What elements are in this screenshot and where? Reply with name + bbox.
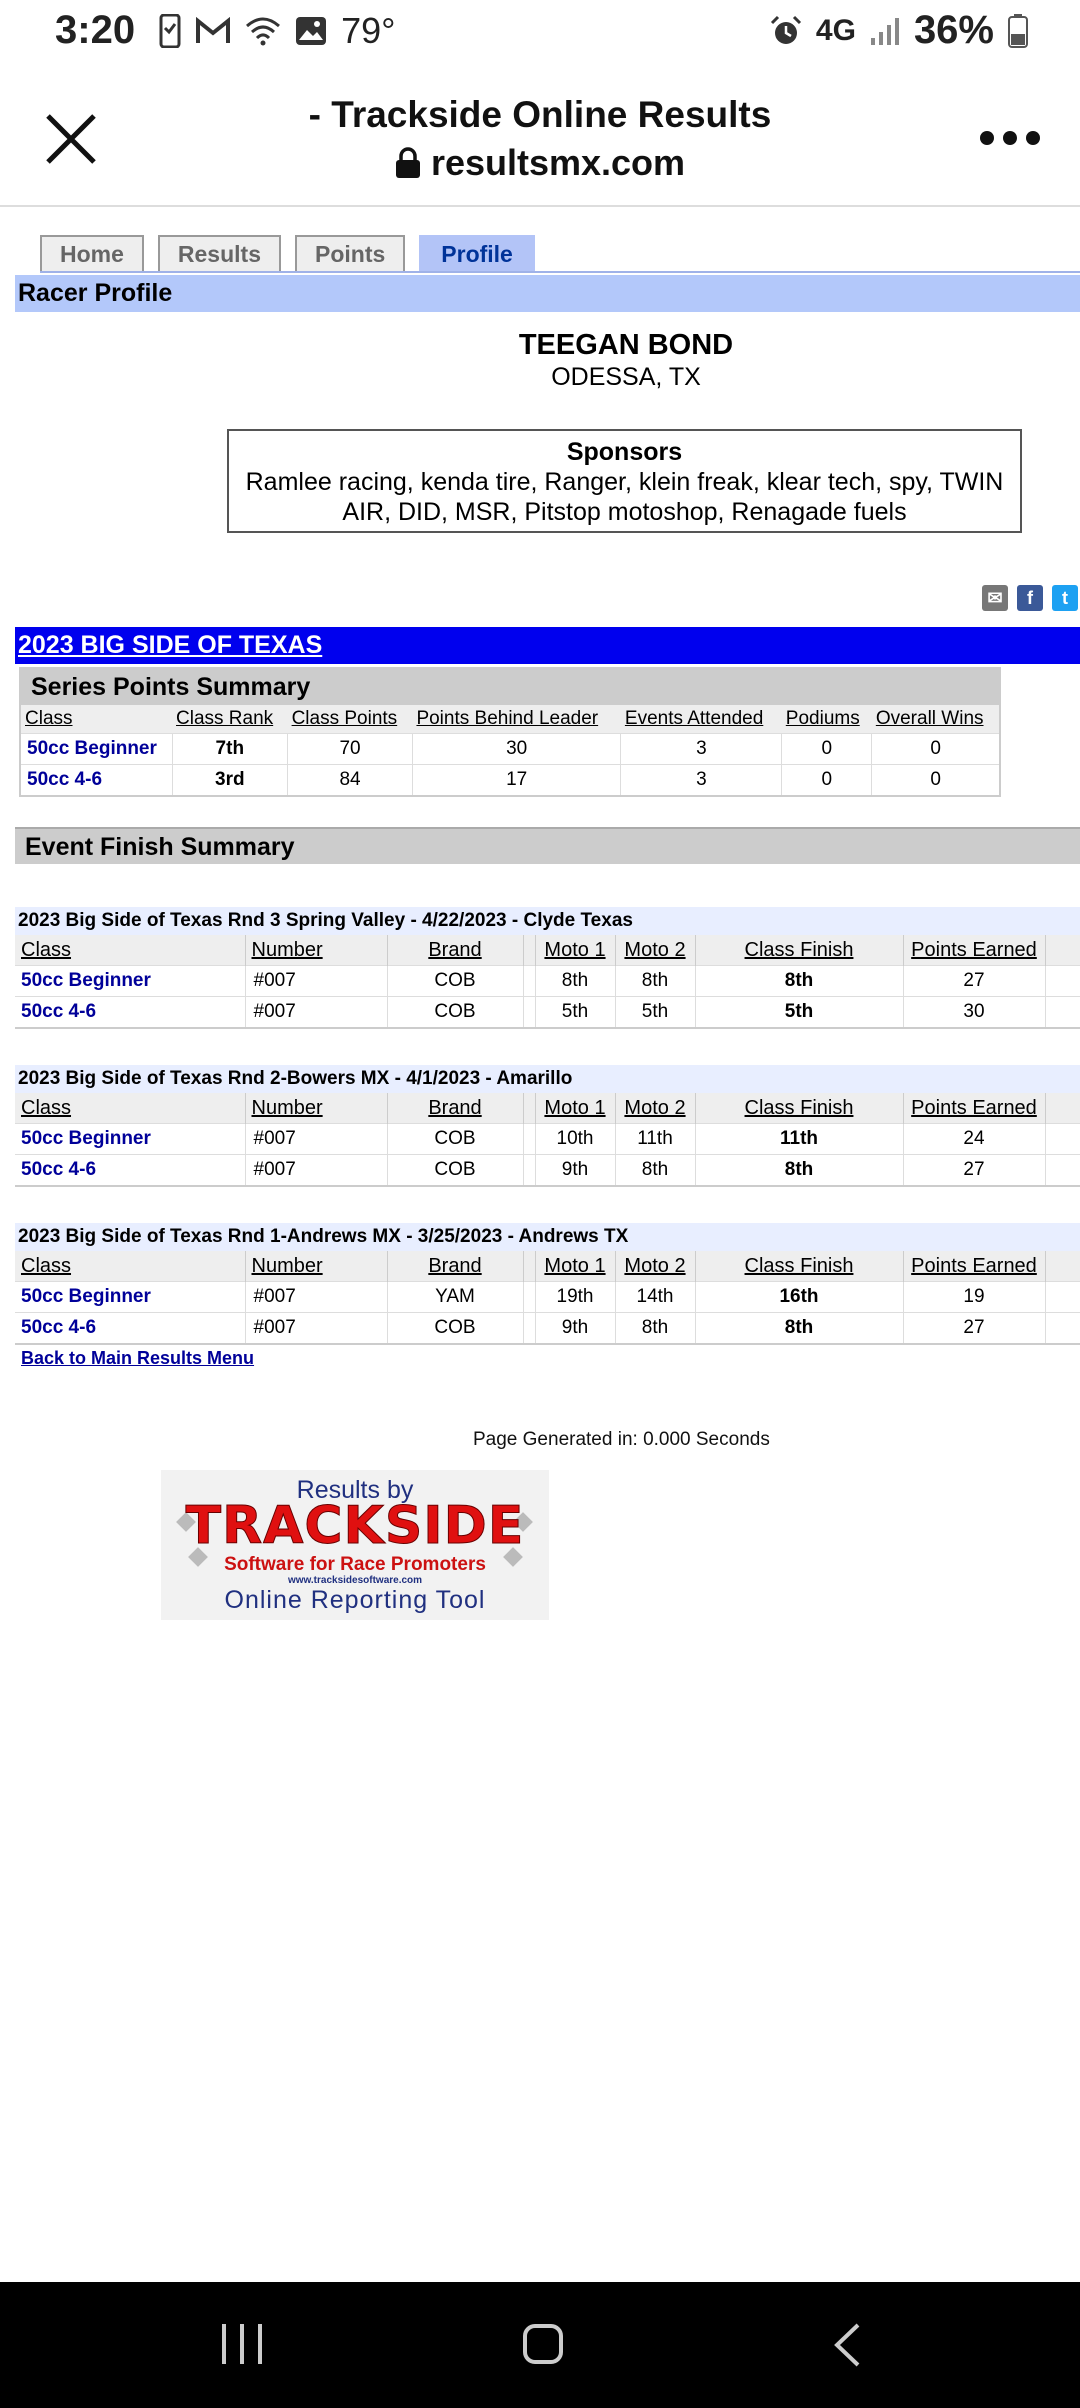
column-header[interactable]: Brand <box>387 1093 523 1124</box>
tab-home[interactable]: Home <box>40 235 144 271</box>
class-link[interactable]: 50cc 4-6 <box>21 765 172 796</box>
page-title: - Trackside Online Results <box>308 94 772 135</box>
class-link[interactable]: 50cc Beginner <box>15 966 245 997</box>
column-header[interactable]: Moto 1 <box>535 1093 615 1124</box>
racer-location: ODESSA, TX <box>551 363 701 391</box>
tab-profile[interactable]: Profile <box>419 235 535 271</box>
series-title-link[interactable]: 2023 BIG SIDE OF TEXAS <box>18 631 323 659</box>
lock-icon <box>395 146 421 188</box>
moto1-result: 9th <box>535 1155 615 1187</box>
racer-number: #007 <box>245 1313 387 1345</box>
brand: COB <box>387 1313 523 1345</box>
table-row <box>15 997 1080 1029</box>
column-header[interactable]: Overall Wins <box>872 705 999 734</box>
url-bar[interactable] <box>0 142 1080 188</box>
series-summary-title: Series Points Summary <box>21 669 999 705</box>
recent-apps-icon <box>222 2324 226 2364</box>
column-header[interactable]: Points Earned <box>903 1093 1045 1124</box>
column-spacer <box>523 935 535 966</box>
column-spacer <box>1045 1093 1080 1124</box>
points-earned: 27 <box>903 1313 1045 1345</box>
column-header[interactable]: Number <box>245 1093 387 1124</box>
sponsors-box <box>227 429 1022 533</box>
class-finish: 8th <box>695 1155 903 1187</box>
back-button[interactable] <box>832 2322 862 2373</box>
tab-results[interactable]: Results <box>158 235 281 271</box>
column-header[interactable]: Number <box>245 935 387 966</box>
moto2-result: 8th <box>615 1155 695 1187</box>
column-header[interactable]: Class <box>15 935 245 966</box>
class-points: 84 <box>288 765 413 796</box>
points-behind-leader: 17 <box>412 765 620 796</box>
status-temperature: 79° <box>341 9 396 51</box>
column-header[interactable]: Moto 1 <box>535 1251 615 1282</box>
column-header[interactable]: Points Behind Leader <box>412 705 620 734</box>
column-header[interactable]: Moto 1 <box>535 935 615 966</box>
share-buttons <box>982 585 1078 611</box>
spacer-cell <box>523 997 535 1029</box>
more-options-button[interactable] <box>980 128 1040 148</box>
class-rank: 7th <box>172 734 288 765</box>
moto2-result: 5th <box>615 997 695 1029</box>
tab-divider <box>40 271 1080 273</box>
signal-icon <box>870 16 900 46</box>
brand: YAM <box>387 1282 523 1313</box>
spacer-cell <box>1045 1124 1080 1155</box>
spacer-cell <box>1045 1282 1080 1313</box>
class-link[interactable]: 50cc Beginner <box>15 1282 245 1313</box>
back-chevron-icon <box>832 2322 862 2368</box>
column-header[interactable]: Class <box>21 705 172 734</box>
column-spacer <box>523 1093 535 1124</box>
moto1-result: 5th <box>535 997 615 1029</box>
battery-icon <box>1008 14 1028 48</box>
tab-points[interactable]: Points <box>295 235 405 271</box>
points-earned: 24 <box>903 1124 1045 1155</box>
column-header[interactable]: Class Finish <box>695 1251 903 1282</box>
table-row <box>15 1124 1080 1155</box>
brand: COB <box>387 1155 523 1187</box>
column-spacer <box>1045 1251 1080 1282</box>
spacer-cell <box>523 1313 535 1345</box>
logo-results-by: Results by <box>296 1476 414 1504</box>
page-generated-time: Page Generated in: 0.000 Seconds <box>473 1429 770 1450</box>
column-header[interactable]: Number <box>245 1251 387 1282</box>
series-summary-table <box>21 705 999 795</box>
column-header[interactable]: Moto 2 <box>615 1093 695 1124</box>
logo-url: www.tracksidesoftware.com <box>287 1575 423 1586</box>
podiums: 0 <box>782 734 872 765</box>
battery-percent: 36% <box>913 8 994 52</box>
class-link[interactable]: 50cc Beginner <box>15 1124 245 1155</box>
event-title: 2023 Big Side of Texas Rnd 2-Bowers MX - 4/1/2023 - Amarillo <box>15 1065 1080 1093</box>
class-rank: 3rd <box>172 765 288 796</box>
racer-number: #007 <box>245 966 387 997</box>
racer-number: #007 <box>245 997 387 1029</box>
events-attended: 3 <box>621 734 782 765</box>
events-attended: 3 <box>621 765 782 796</box>
event-title: 2023 Big Side of Texas Rnd 1-Andrews MX - 3/25/2023 - Andrews TX <box>15 1223 1080 1251</box>
logo-tool-label: Online Reporting Tool <box>224 1586 486 1614</box>
event-table <box>15 935 1080 1029</box>
status-bar <box>0 0 1080 70</box>
table-row <box>15 1313 1080 1345</box>
racer-profile-header: Racer Profile <box>15 275 1080 312</box>
column-header[interactable]: Points Earned <box>903 935 1045 966</box>
overall-wins: 0 <box>872 734 999 765</box>
column-header[interactable]: Brand <box>387 935 523 966</box>
brand: COB <box>387 1124 523 1155</box>
moto2-result: 11th <box>615 1124 695 1155</box>
class-finish: 8th <box>695 1313 903 1345</box>
points-earned: 19 <box>903 1282 1045 1313</box>
brand: COB <box>387 997 523 1029</box>
recent-apps-icon <box>258 2324 262 2364</box>
moto1-result: 10th <box>535 1124 615 1155</box>
moto1-result: 8th <box>535 966 615 997</box>
column-header[interactable]: Class <box>15 1093 245 1124</box>
series-title-bar <box>15 627 1080 664</box>
class-points: 70 <box>288 734 413 765</box>
podiums: 0 <box>782 765 872 796</box>
table-row <box>21 765 999 796</box>
brand: COB <box>387 966 523 997</box>
racer-number: #007 <box>245 1282 387 1313</box>
spacer-cell <box>523 966 535 997</box>
column-header[interactable]: Moto 2 <box>615 1251 695 1282</box>
class-link[interactable]: 50cc 4-6 <box>15 1313 245 1345</box>
column-header[interactable]: Events Attended <box>621 705 782 734</box>
racer-name: TEEGAN BOND <box>518 329 734 361</box>
class-link[interactable]: 50cc 4-6 <box>15 997 245 1029</box>
column-header[interactable]: Class Finish <box>695 1093 903 1124</box>
web-content <box>0 207 1080 2282</box>
sponsors-text: Ramlee racing, kenda tire, Ranger, klein freak, klear tech, spy, TWIN AIR, DID, MSR, Pitstop motoshop, Renagade fuels <box>245 468 1004 526</box>
table-row <box>21 734 999 765</box>
more-dot-icon <box>1003 131 1017 145</box>
class-finish: 11th <box>695 1124 903 1155</box>
class-finish: 8th <box>695 966 903 997</box>
nav-tabs <box>40 235 535 271</box>
points-behind-leader: 30 <box>412 734 620 765</box>
class-link[interactable]: 50cc 4-6 <box>15 1155 245 1187</box>
points-earned: 27 <box>903 966 1045 997</box>
spacer-cell <box>1045 1313 1080 1345</box>
home-button[interactable] <box>523 2324 563 2364</box>
column-header[interactable]: Points Earned <box>903 1251 1045 1282</box>
more-dot-icon <box>980 131 994 145</box>
moto1-result: 19th <box>535 1282 615 1313</box>
back-to-main-menu-link[interactable]: Back to Main Results Menu <box>21 1348 255 1368</box>
points-earned: 30 <box>903 997 1045 1029</box>
overall-wins: 0 <box>872 765 999 796</box>
more-dot-icon <box>1026 131 1040 145</box>
recent-apps-icon <box>240 2324 244 2364</box>
url-text: resultsmx.com <box>430 142 686 183</box>
racer-number: #007 <box>245 1155 387 1187</box>
recent-apps-button[interactable] <box>222 2324 262 2364</box>
class-link[interactable]: 50cc Beginner <box>21 734 172 765</box>
column-header[interactable]: Class <box>15 1251 245 1282</box>
spacer-cell <box>1045 1155 1080 1187</box>
event-summary-header: Event Finish Summary <box>15 827 1080 864</box>
table-row <box>15 1155 1080 1187</box>
series-summary <box>19 667 1001 797</box>
points-earned: 27 <box>903 1155 1045 1187</box>
spacer-cell <box>523 1282 535 1313</box>
column-header[interactable]: Brand <box>387 1251 523 1282</box>
column-spacer <box>523 1251 535 1282</box>
column-header[interactable]: Podiums <box>782 705 872 734</box>
moto2-result: 14th <box>615 1282 695 1313</box>
network-label: 4G <box>815 13 856 47</box>
column-header[interactable]: Class Rank <box>172 705 288 734</box>
column-header[interactable]: Moto 2 <box>615 935 695 966</box>
table-row <box>15 1282 1080 1313</box>
alarm-icon <box>770 15 802 47</box>
moto1-result: 9th <box>535 1313 615 1345</box>
gmail-icon <box>195 17 231 45</box>
spacer-cell <box>1045 966 1080 997</box>
status-time: 3:20 <box>55 8 136 52</box>
facebook-share-icon[interactable]: f <box>1017 585 1043 611</box>
column-spacer <box>1045 935 1080 966</box>
system-nav-bar <box>0 2282 1080 2408</box>
email-share-icon[interactable]: ✉ <box>982 585 1008 611</box>
sponsors-title: Sponsors <box>566 438 683 466</box>
twitter-share-icon[interactable]: t <box>1052 585 1078 611</box>
class-finish: 16th <box>695 1282 903 1313</box>
racer-number: #007 <box>245 1124 387 1155</box>
spacer-cell <box>1045 997 1080 1029</box>
event-table <box>15 1093 1080 1187</box>
table-row <box>15 966 1080 997</box>
trackside-logo[interactable] <box>161 1470 549 1620</box>
event-table <box>15 1251 1080 1345</box>
column-header[interactable]: Class Points <box>288 705 413 734</box>
logo-tagline: Software for Race Promoters <box>224 1554 486 1575</box>
column-header[interactable]: Class Finish <box>695 935 903 966</box>
phone-check-icon <box>159 14 181 48</box>
spacer-cell <box>523 1124 535 1155</box>
event-title: 2023 Big Side of Texas Rnd 3 Spring Valley - 4/22/2023 - Clyde Texas <box>15 907 1080 935</box>
browser-header <box>0 80 1080 207</box>
moto2-result: 8th <box>615 1313 695 1345</box>
image-icon <box>295 16 327 46</box>
spacer-cell <box>523 1155 535 1187</box>
logo-brand: TRACKSIDE <box>185 1496 525 1556</box>
wifi-icon <box>245 16 281 46</box>
moto2-result: 8th <box>615 966 695 997</box>
class-finish: 5th <box>695 997 903 1029</box>
